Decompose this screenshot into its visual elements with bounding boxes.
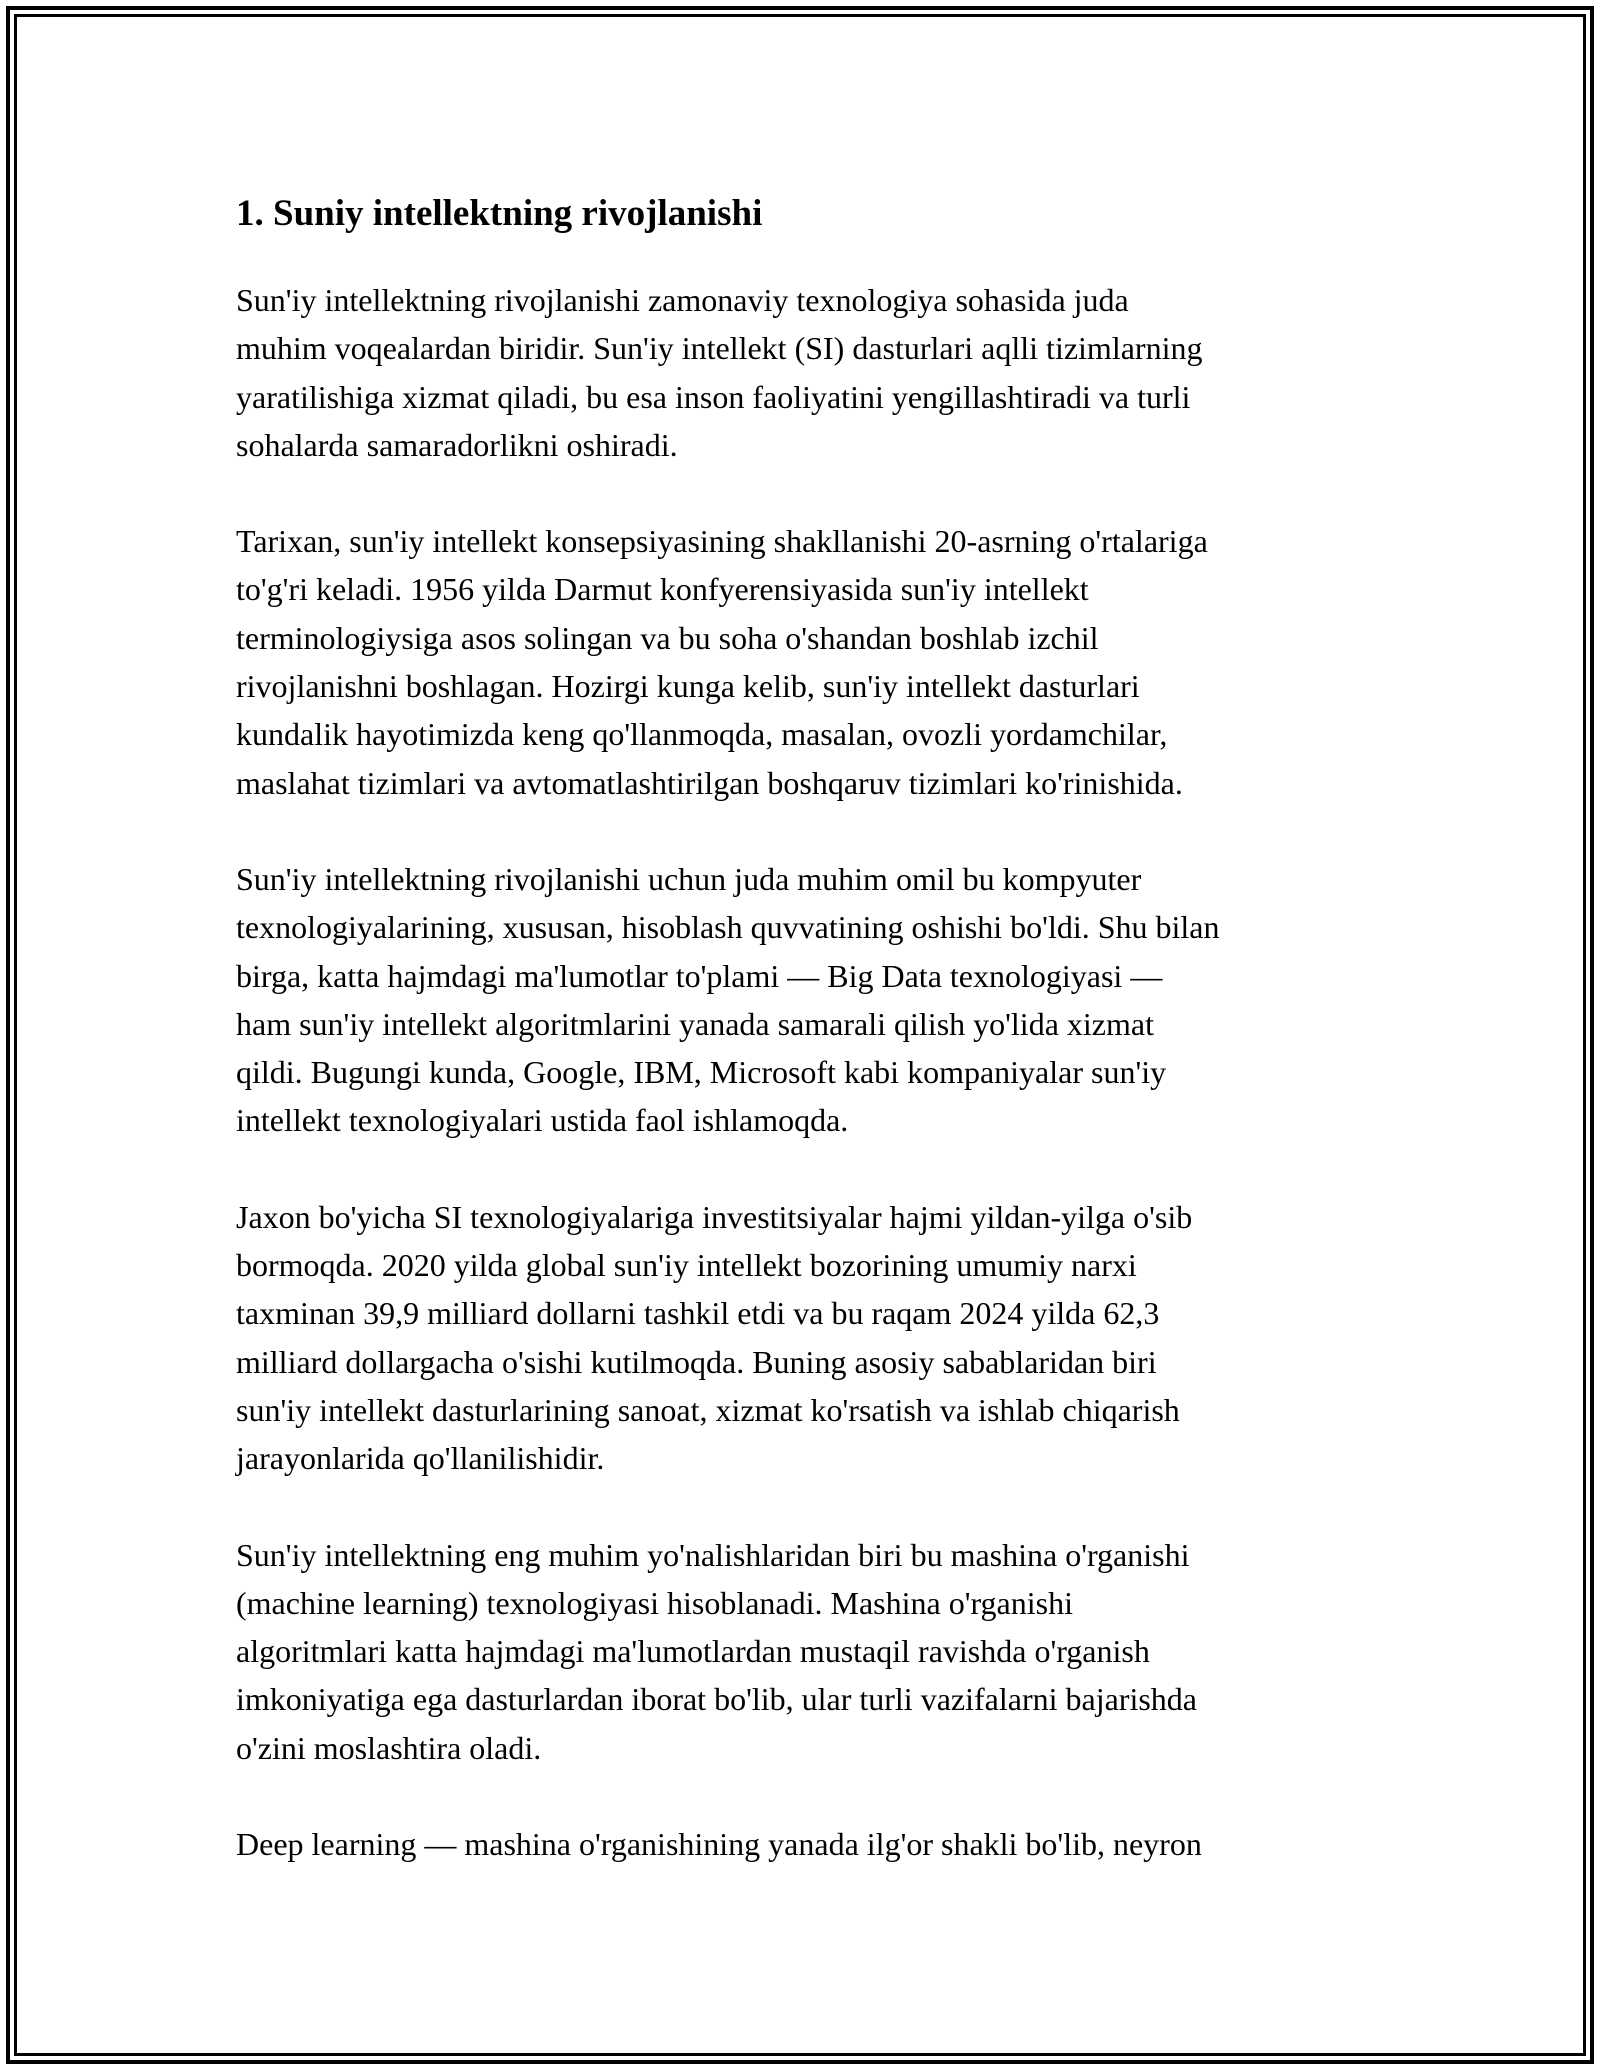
section-heading: 1. Suniy intellektning rivojlanishi xyxy=(236,193,763,234)
text-line: bormoqda. 2020 yilda global sun'iy intellekt bozorining umumiy narxi xyxy=(236,1247,1137,1284)
text-line: taxminan 39,9 milliard dollarni tashkil etdi va bu raqam 2024 yilda 62,3 xyxy=(236,1295,1160,1332)
text-line: (machine learning) texnologiyasi hisoblanadi. Mashina o'rganishi xyxy=(236,1584,1073,1621)
text-line: Sun'iy intellektning rivojlanishi zamonaviy texnologiya sohasida juda xyxy=(236,282,1129,318)
text-line: Sun'iy intellektning rivojlanishi uchun juda muhim omil bu kompyuter xyxy=(236,860,1142,897)
text-line: to'g'ri keladi. 1956 yilda Darmut konfyerensiyasida sun'iy intellekt xyxy=(236,571,1089,608)
text-line: sun'iy intellekt dasturlarining sanoat, xizmat ko'rsatish va ishlab chiqarish xyxy=(236,1391,1180,1428)
text-line: birga, katta hajmdagi ma'lumotlar to'plami — Big Data texnologiyasi — xyxy=(236,957,1163,994)
paragraph-4 xyxy=(236,1193,1366,1483)
paragraph-3 xyxy=(236,855,1366,1145)
paragraph-2 xyxy=(236,517,1366,807)
text-line: ham sun'iy intellekt algoritmlarini yanada samarali qilish yo'lida xizmat xyxy=(236,1005,1154,1042)
paragraph-6 xyxy=(236,1820,1366,1868)
text-line: imkoniyatiga ega dasturlardan iborat bo'lib, ular turli vazifalarni bajarishda xyxy=(236,1681,1197,1718)
text-line: Sun'iy intellektning eng muhim yo'nalishlaridan biri bu mashina o'rganishi xyxy=(236,1536,1190,1573)
text-line: maslahat tizimlari va avtomatlashtirilgan boshqaruv tizimlari ko'rinishida. xyxy=(236,764,1183,801)
document-body xyxy=(236,186,1366,1916)
text-line: terminologiysiga asos solingan va bu soha o'shandan boshlab izchil xyxy=(236,619,1099,656)
text-line: qildi. Bugungi kunda, Google, IBM, Microsoft kabi kompaniyalar sun'iy xyxy=(236,1054,1167,1091)
text-line: rivojlanishni boshlagan. Hozirgi kunga kelib, sun'iy intellekt dasturlari xyxy=(236,668,1140,705)
text-line: kundalik hayotimizda keng qo'llanmoqda, masalan, ovozli yordamchilar, xyxy=(236,716,1168,753)
text-line: Jaxon bo'yicha SI texnologiyalariga investitsiyalar hajmi yildan-yilga o'sib xyxy=(236,1198,1193,1235)
paragraph-1 xyxy=(236,276,1366,469)
text-line: muhim voqealardan biridir. Sun'iy intellekt (SI) dasturlari aqlli tizimlarning xyxy=(236,330,1203,367)
text-line: texnologiyalarining, xususan, hisoblash quvvatining oshishi bo'ldi. Shu bilan xyxy=(236,909,1220,946)
paragraph-5 xyxy=(236,1531,1366,1772)
text-line: yaratilishiga xizmat qiladi, bu esa inson faoliyatini yengillashtiradi va turli xyxy=(236,378,1191,415)
text-line: milliard dollargacha o'sishi kutilmoqda. Buning asosiy sabablaridan biri xyxy=(236,1343,1157,1380)
text-line: Deep learning — mashina o'rganishining yanada ilg'or shakli bo'lib, neyron xyxy=(236,1826,1202,1863)
text-line: jarayonlarida qo'llanilishidir. xyxy=(236,1440,605,1477)
text-line: o'zini moslashtira oladi. xyxy=(236,1729,542,1766)
text-line: intellekt texnologiyalari ustida faol ishlamoqda. xyxy=(236,1102,849,1139)
text-line: Tarixan, sun'iy intellekt konsepsiyasining shakllanishi 20-asrning o'rtalariga xyxy=(236,523,1208,560)
text-line: sohalarda samaradorlikni oshiradi. xyxy=(236,426,678,463)
text-line: algoritmlari katta hajmdagi ma'lumotlardan mustaqil ravishda o'rganish xyxy=(236,1633,1150,1670)
